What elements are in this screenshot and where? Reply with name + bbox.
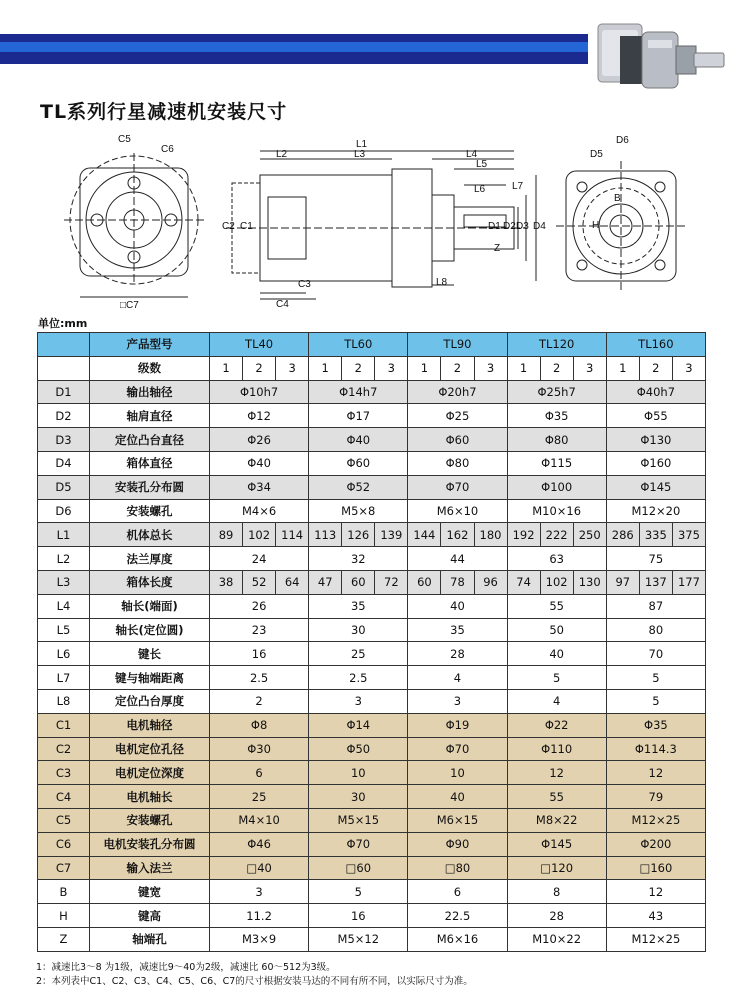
table-row bbox=[38, 880, 706, 904]
table-header-row bbox=[38, 333, 706, 357]
row-name: 键长 bbox=[90, 642, 210, 666]
table-row bbox=[38, 927, 706, 951]
value-cell: 47 bbox=[309, 570, 342, 594]
dimension-drawings bbox=[36, 125, 716, 310]
table-row bbox=[38, 737, 706, 761]
stages-name: 级数 bbox=[90, 356, 210, 380]
table-row bbox=[38, 594, 706, 618]
row-code: L1 bbox=[38, 523, 90, 547]
value-cell: M12×25 bbox=[606, 927, 705, 951]
value-cell: Φ145 bbox=[507, 832, 606, 856]
header-code bbox=[38, 333, 90, 357]
table-row bbox=[38, 451, 706, 475]
row-name: 轴长(端面) bbox=[90, 594, 210, 618]
row-code: L2 bbox=[38, 547, 90, 571]
value-cell: Φ14h7 bbox=[309, 380, 408, 404]
spec-table bbox=[37, 332, 706, 952]
value-cell: Φ19 bbox=[408, 713, 507, 737]
page-title: TL系列行星减速机安装尺寸 bbox=[40, 101, 288, 123]
value-cell: Φ14 bbox=[309, 713, 408, 737]
row-name: 机体总长 bbox=[90, 523, 210, 547]
value-cell: 3 bbox=[309, 689, 408, 713]
label-c6: C6 bbox=[161, 144, 174, 155]
table-row bbox=[38, 570, 706, 594]
value-cell: 75 bbox=[606, 547, 705, 571]
stage-cell: 3 bbox=[573, 356, 606, 380]
value-cell: 5 bbox=[507, 666, 606, 690]
stage-cell: 1 bbox=[210, 356, 243, 380]
value-cell: 2 bbox=[210, 689, 309, 713]
value-cell: 35 bbox=[408, 618, 507, 642]
stage-cell: 3 bbox=[672, 356, 705, 380]
value-cell: Φ70 bbox=[309, 832, 408, 856]
value-cell: 12 bbox=[606, 880, 705, 904]
table-row bbox=[38, 904, 706, 928]
model-tl160: TL160 bbox=[606, 333, 705, 357]
value-cell: 43 bbox=[606, 904, 705, 928]
value-cell: Φ20h7 bbox=[408, 380, 507, 404]
row-name: 轴肩直径 bbox=[90, 404, 210, 428]
label-l2: L2 bbox=[276, 149, 288, 160]
value-cell: 250 bbox=[573, 523, 606, 547]
value-cell: 10 bbox=[309, 761, 408, 785]
row-code: Z bbox=[38, 927, 90, 951]
value-cell: 335 bbox=[639, 523, 672, 547]
value-cell: 44 bbox=[408, 547, 507, 571]
value-cell: 55 bbox=[507, 594, 606, 618]
value-cell: 74 bbox=[507, 570, 540, 594]
row-name: 安装螺孔 bbox=[90, 499, 210, 523]
value-cell: 102 bbox=[243, 523, 276, 547]
value-cell: M5×15 bbox=[309, 808, 408, 832]
value-cell: Φ26 bbox=[210, 428, 309, 452]
row-name: 定位凸台直径 bbox=[90, 428, 210, 452]
value-cell: Φ46 bbox=[210, 832, 309, 856]
value-cell: 35 bbox=[309, 594, 408, 618]
row-name: 安装螺孔 bbox=[90, 808, 210, 832]
label-l6: L6 bbox=[474, 184, 486, 195]
value-cell: Φ110 bbox=[507, 737, 606, 761]
label-c1: C1 bbox=[240, 221, 253, 232]
value-cell: Φ17 bbox=[309, 404, 408, 428]
label-l4: L4 bbox=[466, 149, 478, 160]
label-d3: D3 bbox=[516, 221, 529, 232]
stage-cell: 3 bbox=[375, 356, 408, 380]
row-code: D4 bbox=[38, 451, 90, 475]
row-name: 轴长(定位圆) bbox=[90, 618, 210, 642]
label-l7: L7 bbox=[512, 181, 524, 192]
value-cell: □120 bbox=[507, 856, 606, 880]
value-cell: M4×6 bbox=[210, 499, 309, 523]
value-cell: Φ115 bbox=[507, 451, 606, 475]
value-cell: Φ40 bbox=[309, 428, 408, 452]
label-d6: D6 bbox=[616, 135, 629, 146]
label-l8: L8 bbox=[436, 277, 448, 288]
value-cell: Φ35 bbox=[507, 404, 606, 428]
value-cell: Φ55 bbox=[606, 404, 705, 428]
value-cell: 126 bbox=[342, 523, 375, 547]
row-code: D2 bbox=[38, 404, 90, 428]
value-cell: 139 bbox=[375, 523, 408, 547]
stages-row bbox=[38, 356, 706, 380]
value-cell: 5 bbox=[606, 666, 705, 690]
header-name: 产品型号 bbox=[90, 333, 210, 357]
table-row bbox=[38, 380, 706, 404]
row-name: 箱体直径 bbox=[90, 451, 210, 475]
table-row bbox=[38, 856, 706, 880]
value-cell: 28 bbox=[507, 904, 606, 928]
value-cell: 12 bbox=[606, 761, 705, 785]
label-d5: D5 bbox=[590, 149, 603, 160]
row-code: L5 bbox=[38, 618, 90, 642]
value-cell: 3 bbox=[408, 689, 507, 713]
value-cell: 80 bbox=[606, 618, 705, 642]
value-cell: M6×15 bbox=[408, 808, 507, 832]
value-cell: 2.5 bbox=[309, 666, 408, 690]
row-name: 定位凸台厚度 bbox=[90, 689, 210, 713]
value-cell: 25 bbox=[210, 785, 309, 809]
row-name: 法兰厚度 bbox=[90, 547, 210, 571]
value-cell: M10×16 bbox=[507, 499, 606, 523]
stages-code bbox=[38, 356, 90, 380]
table-row bbox=[38, 523, 706, 547]
value-cell: Φ40h7 bbox=[606, 380, 705, 404]
value-cell: 26 bbox=[210, 594, 309, 618]
value-cell: 28 bbox=[408, 642, 507, 666]
value-cell: 96 bbox=[474, 570, 507, 594]
note-2: 2：本列表中C1、C2、C3、C4、C5、C6、C7的尺寸根据安装马达的不同有所不同，以实际尺寸为准。 bbox=[36, 976, 473, 987]
row-name: 箱体长度 bbox=[90, 570, 210, 594]
value-cell: 55 bbox=[507, 785, 606, 809]
table-row bbox=[38, 713, 706, 737]
model-tl90: TL90 bbox=[408, 333, 507, 357]
row-code: C7 bbox=[38, 856, 90, 880]
value-cell: 89 bbox=[210, 523, 243, 547]
row-name: 键宽 bbox=[90, 880, 210, 904]
value-cell: Φ52 bbox=[309, 475, 408, 499]
value-cell: Φ60 bbox=[309, 451, 408, 475]
value-cell: 113 bbox=[309, 523, 342, 547]
value-cell: 63 bbox=[507, 547, 606, 571]
value-cell: Φ34 bbox=[210, 475, 309, 499]
value-cell: 87 bbox=[606, 594, 705, 618]
row-code: H bbox=[38, 904, 90, 928]
stage-cell: 1 bbox=[309, 356, 342, 380]
row-name: 输入法兰 bbox=[90, 856, 210, 880]
row-code: C2 bbox=[38, 737, 90, 761]
value-cell: 30 bbox=[309, 785, 408, 809]
value-cell: □80 bbox=[408, 856, 507, 880]
value-cell: 4 bbox=[408, 666, 507, 690]
value-cell: Φ10h7 bbox=[210, 380, 309, 404]
product-photo bbox=[590, 10, 740, 102]
value-cell: 102 bbox=[540, 570, 573, 594]
value-cell: 23 bbox=[210, 618, 309, 642]
stage-cell: 2 bbox=[540, 356, 573, 380]
table-row bbox=[38, 428, 706, 452]
row-code: C5 bbox=[38, 808, 90, 832]
table-row bbox=[38, 761, 706, 785]
table-row bbox=[38, 475, 706, 499]
value-cell: 162 bbox=[441, 523, 474, 547]
row-name: 键与轴端距离 bbox=[90, 666, 210, 690]
label-l1: L1 bbox=[356, 139, 368, 150]
row-name: 电机轴径 bbox=[90, 713, 210, 737]
table-row bbox=[38, 547, 706, 571]
label-h: H bbox=[592, 220, 600, 231]
value-cell: 24 bbox=[210, 547, 309, 571]
row-name: 电机轴长 bbox=[90, 785, 210, 809]
value-cell: 40 bbox=[408, 785, 507, 809]
table-row bbox=[38, 642, 706, 666]
label-c4: C4 bbox=[276, 299, 289, 310]
value-cell: 60 bbox=[342, 570, 375, 594]
value-cell: M6×10 bbox=[408, 499, 507, 523]
row-name: 键高 bbox=[90, 904, 210, 928]
value-cell: 32 bbox=[309, 547, 408, 571]
front-view bbox=[64, 153, 204, 297]
row-code: L7 bbox=[38, 666, 90, 690]
row-name: 输出轴径 bbox=[90, 380, 210, 404]
value-cell: 6 bbox=[408, 880, 507, 904]
label-d2: D2 bbox=[503, 221, 516, 232]
row-name: 电机安装孔分布圆 bbox=[90, 832, 210, 856]
value-cell: 70 bbox=[606, 642, 705, 666]
label-l5: L5 bbox=[476, 159, 488, 170]
value-cell: 4 bbox=[507, 689, 606, 713]
value-cell: 50 bbox=[507, 618, 606, 642]
value-cell: Φ8 bbox=[210, 713, 309, 737]
row-name: 电机定位深度 bbox=[90, 761, 210, 785]
stage-cell: 2 bbox=[639, 356, 672, 380]
row-code: L4 bbox=[38, 594, 90, 618]
value-cell: Φ70 bbox=[408, 475, 507, 499]
row-code: C6 bbox=[38, 832, 90, 856]
table-row bbox=[38, 808, 706, 832]
value-cell: 180 bbox=[474, 523, 507, 547]
stage-cell: 2 bbox=[441, 356, 474, 380]
table-row bbox=[38, 785, 706, 809]
value-cell: Φ25 bbox=[408, 404, 507, 428]
row-code: L6 bbox=[38, 642, 90, 666]
value-cell: M5×8 bbox=[309, 499, 408, 523]
label-c3: C3 bbox=[298, 279, 311, 290]
row-code: D5 bbox=[38, 475, 90, 499]
value-cell: 40 bbox=[408, 594, 507, 618]
end-view bbox=[556, 161, 688, 293]
value-cell: Φ130 bbox=[606, 428, 705, 452]
header-band bbox=[0, 34, 588, 64]
unit-label: 单位:mm bbox=[38, 317, 88, 330]
value-cell: 38 bbox=[210, 570, 243, 594]
value-cell: Φ30 bbox=[210, 737, 309, 761]
model-tl120: TL120 bbox=[507, 333, 606, 357]
value-cell: Φ200 bbox=[606, 832, 705, 856]
value-cell: 72 bbox=[375, 570, 408, 594]
value-cell: Φ40 bbox=[210, 451, 309, 475]
value-cell: 3 bbox=[210, 880, 309, 904]
stage-cell: 1 bbox=[408, 356, 441, 380]
value-cell: Φ80 bbox=[408, 451, 507, 475]
value-cell: Φ12 bbox=[210, 404, 309, 428]
value-cell: 22.5 bbox=[408, 904, 507, 928]
row-code: D1 bbox=[38, 380, 90, 404]
table-row bbox=[38, 404, 706, 428]
value-cell: Φ50 bbox=[309, 737, 408, 761]
value-cell: M5×12 bbox=[309, 927, 408, 951]
value-cell: 375 bbox=[672, 523, 705, 547]
value-cell: 177 bbox=[672, 570, 705, 594]
value-cell: Φ145 bbox=[606, 475, 705, 499]
label-c7: □C7 bbox=[120, 300, 139, 310]
value-cell: M6×16 bbox=[408, 927, 507, 951]
value-cell: 30 bbox=[309, 618, 408, 642]
row-code: D6 bbox=[38, 499, 90, 523]
value-cell: 192 bbox=[507, 523, 540, 547]
value-cell: 286 bbox=[606, 523, 639, 547]
value-cell: 6 bbox=[210, 761, 309, 785]
stage-cell: 1 bbox=[606, 356, 639, 380]
value-cell: 8 bbox=[507, 880, 606, 904]
value-cell: 78 bbox=[441, 570, 474, 594]
value-cell: □40 bbox=[210, 856, 309, 880]
value-cell: 130 bbox=[573, 570, 606, 594]
value-cell: Φ70 bbox=[408, 737, 507, 761]
value-cell: M8×22 bbox=[507, 808, 606, 832]
row-code: D3 bbox=[38, 428, 90, 452]
value-cell: 12 bbox=[507, 761, 606, 785]
label-l3: L3 bbox=[354, 149, 366, 160]
label-d1: D1 bbox=[488, 221, 501, 232]
value-cell: Φ160 bbox=[606, 451, 705, 475]
table-row bbox=[38, 499, 706, 523]
value-cell: Φ22 bbox=[507, 713, 606, 737]
label-b: B bbox=[614, 193, 621, 204]
value-cell: Φ80 bbox=[507, 428, 606, 452]
row-code: C1 bbox=[38, 713, 90, 737]
value-cell: 79 bbox=[606, 785, 705, 809]
stage-cell: 2 bbox=[243, 356, 276, 380]
table-row bbox=[38, 832, 706, 856]
value-cell: Φ100 bbox=[507, 475, 606, 499]
model-tl40: TL40 bbox=[210, 333, 309, 357]
value-cell: 11.2 bbox=[210, 904, 309, 928]
row-code: L3 bbox=[38, 570, 90, 594]
value-cell: 5 bbox=[606, 689, 705, 713]
value-cell: M4×10 bbox=[210, 808, 309, 832]
value-cell: 16 bbox=[309, 904, 408, 928]
stage-cell: 3 bbox=[474, 356, 507, 380]
label-z: Z bbox=[494, 243, 501, 254]
table-row bbox=[38, 618, 706, 642]
value-cell: 25 bbox=[309, 642, 408, 666]
value-cell: Φ60 bbox=[408, 428, 507, 452]
value-cell: 2.5 bbox=[210, 666, 309, 690]
row-code: L8 bbox=[38, 689, 90, 713]
value-cell: 10 bbox=[408, 761, 507, 785]
label-c5: C5 bbox=[118, 134, 131, 145]
value-cell: 144 bbox=[408, 523, 441, 547]
value-cell: Φ114.3 bbox=[606, 737, 705, 761]
table-row bbox=[38, 689, 706, 713]
value-cell: 40 bbox=[507, 642, 606, 666]
model-tl60: TL60 bbox=[309, 333, 408, 357]
value-cell: Φ35 bbox=[606, 713, 705, 737]
value-cell: Φ25h7 bbox=[507, 380, 606, 404]
value-cell: 222 bbox=[540, 523, 573, 547]
value-cell: Φ90 bbox=[408, 832, 507, 856]
row-code: B bbox=[38, 880, 90, 904]
value-cell: M3×9 bbox=[210, 927, 309, 951]
value-cell: 97 bbox=[606, 570, 639, 594]
value-cell: M12×25 bbox=[606, 808, 705, 832]
row-name: 安装孔分布圆 bbox=[90, 475, 210, 499]
notes bbox=[36, 961, 473, 989]
row-name: 电机定位孔径 bbox=[90, 737, 210, 761]
value-cell: 60 bbox=[408, 570, 441, 594]
value-cell: M12×20 bbox=[606, 499, 705, 523]
value-cell: 5 bbox=[309, 880, 408, 904]
value-cell: 52 bbox=[243, 570, 276, 594]
label-d4: D4 bbox=[533, 221, 546, 232]
label-c2: C2 bbox=[222, 221, 235, 232]
value-cell: □60 bbox=[309, 856, 408, 880]
value-cell: 64 bbox=[276, 570, 309, 594]
stage-cell: 3 bbox=[276, 356, 309, 380]
stage-cell: 1 bbox=[507, 356, 540, 380]
table-row bbox=[38, 666, 706, 690]
stage-cell: 2 bbox=[342, 356, 375, 380]
value-cell: M10×22 bbox=[507, 927, 606, 951]
value-cell: 137 bbox=[639, 570, 672, 594]
value-cell: 114 bbox=[276, 523, 309, 547]
row-name: 轴端孔 bbox=[90, 927, 210, 951]
row-code: C3 bbox=[38, 761, 90, 785]
value-cell: □160 bbox=[606, 856, 705, 880]
note-1: 1：减速比3～8 为1级，减速比9～40为2级，减速比 60～512为3级。 bbox=[36, 962, 336, 973]
value-cell: 16 bbox=[210, 642, 309, 666]
row-code: C4 bbox=[38, 785, 90, 809]
